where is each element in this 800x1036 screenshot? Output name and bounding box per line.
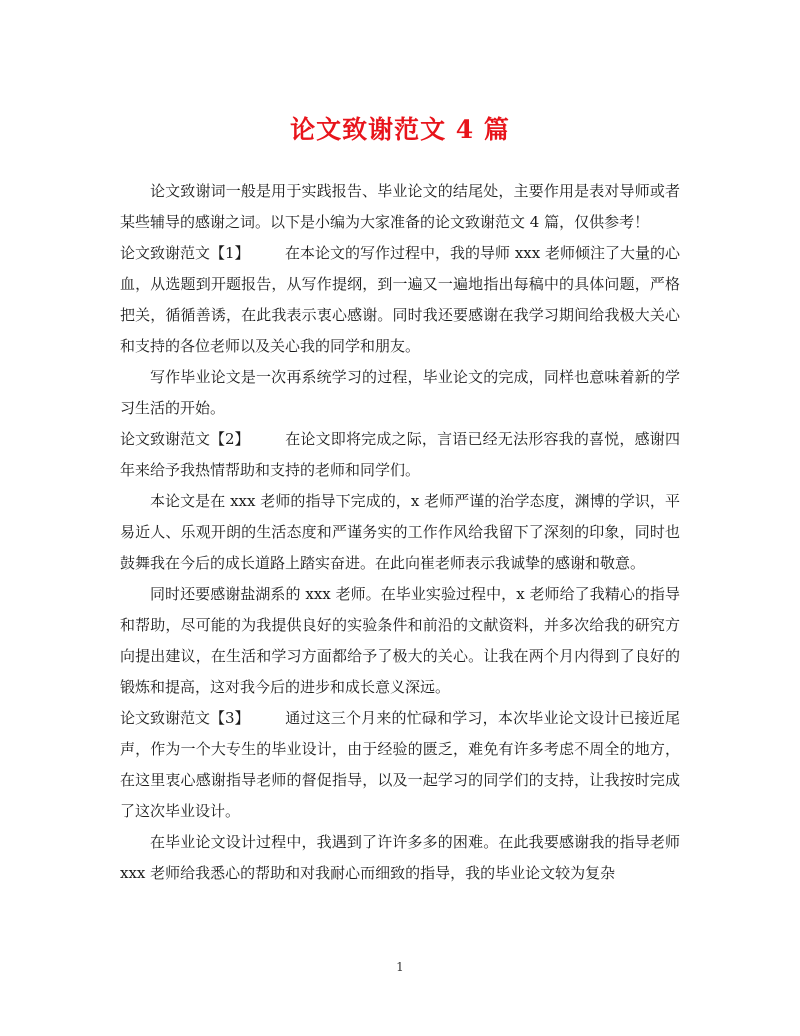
section-3-paragraph: 在毕业论文设计过程中，我遇到了许许多多的困难。在此我要感谢我的指导老师 xxx 老师给我悉心的帮助和对我耐心而细致的指导，我的毕业论文较为复杂: [120, 833, 680, 882]
section-2-paragraph: 本论文是在 xxx 老师的指导下完成的，x 老师严谨的治学态度，渊博的学识，平易近人、乐观开朗的生活态度和严谨务实的工作作风给我留下了深刻的印象，同时也鼓舞我在今后的成长道路上踏实奋进。在此向崔老师表示我诚挚的感谢和敬意。: [120, 492, 680, 572]
section-1-label: 论文致谢范文【1】: [120, 244, 250, 262]
section-2-first-paragraph: [120, 424, 680, 486]
section-1-first-paragraph: [120, 238, 680, 362]
page-number: 1: [396, 960, 404, 974]
intro-paragraph: 论文致谢词一般是用于实践报告、毕业论文的结尾处，主要作用是表对导师或者某些辅导的感谢之词。以下是小编为大家准备的论文致谢范文 4 篇，仅供参考！: [120, 182, 680, 231]
section-1-first-text: 在本论文的写作过程中，我的导师 xxx 老师倾注了大量的心血，从选题到开题报告，从写作提纲，到一遍又一遍地指出每稿中的具体问题，严格把关，循循善诱，在此我表示衷心感谢。同时我还要感谢在我学习期间给我极大关心和支持的各位老师以及关心我的同学和朋友。: [120, 244, 680, 355]
section-2-label: 论文致谢范文【2】: [120, 430, 250, 448]
section-3-first-text: 通过这三个月来的忙碌和学习，本次毕业论文设计已接近尾声，作为一个大专生的毕业设计，由于经验的匮乏，难免有许多考虑不周全的地方，在这里衷心感谢指导老师的督促指导，以及一起学习的同学们的支持，让我按时完成了这次毕业设计。: [120, 709, 680, 820]
document-body: [120, 176, 680, 889]
section-1-paragraph: 写作毕业论文是一次再系统学习的过程，毕业论文的完成，同样也意味着新的学习生活的开始。: [120, 368, 680, 417]
section-3-first-paragraph: [120, 703, 680, 827]
section-3-label: 论文致谢范文【3】: [120, 709, 250, 727]
section-2-first-text: 在论文即将完成之际，言语已经无法形容我的喜悦，感谢四年来给予我热情帮助和支持的老师和同学们。: [120, 430, 680, 479]
document-title: 论文致谢范文 4 篇: [290, 115, 510, 144]
section-2-paragraph: 同时还要感谢盐湖系的 xxx 老师。在毕业实验过程中，x 老师给了我精心的指导和帮助，尽可能的为我提供良好的实验条件和前沿的文献资料，并多次给我的研究方向提出建议，在生活和学习方面都给予了极大的关心。让我在两个月内得到了良好的锻炼和提高，这对我今后的进步和成长意义深远。: [120, 585, 680, 696]
